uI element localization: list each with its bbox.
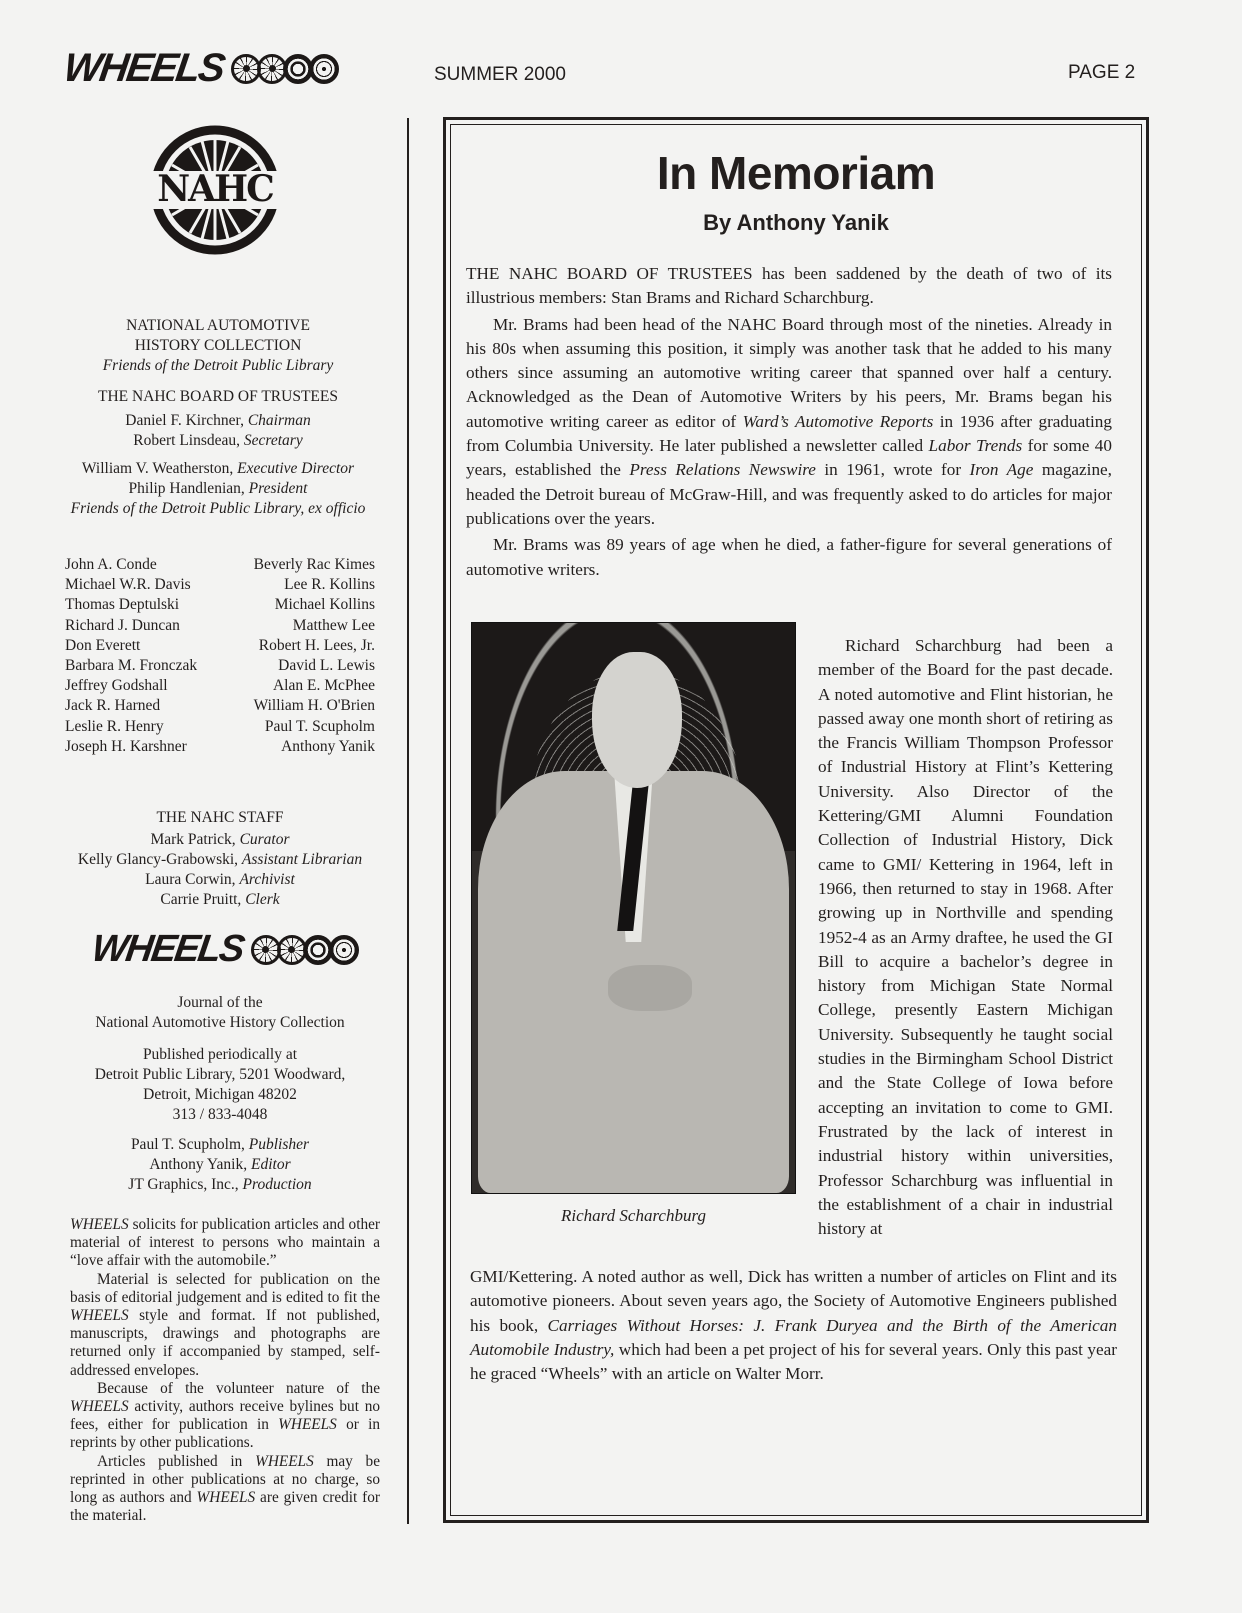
- officer-chairman: Daniel F. Kirchner, Chairman: [125, 412, 311, 429]
- journal-line1: Journal of the: [177, 994, 263, 1011]
- staff-block: [60, 808, 380, 910]
- photo-hands: [608, 965, 692, 1011]
- modern-tire-icon: [329, 935, 359, 965]
- trustee-name: William H. O'Brien: [253, 697, 375, 715]
- wheels-logo-text: WHEELS: [60, 46, 227, 90]
- ex-officio: Friends of the Detroit Public Library, ex officio: [70, 500, 366, 517]
- published-line1: Published periodically at: [142, 1046, 298, 1063]
- trustee-name: Joseph H. Karshner: [65, 737, 187, 755]
- staff-member: Kelly Glancy-Grabowski, Assistant Librarian: [77, 851, 363, 868]
- journal-info: [60, 993, 380, 1195]
- published-phone: 313 / 833-4048: [172, 1106, 268, 1123]
- article-paragraph: Mr. Brams had been head of the NAHC Board through most of the nineties. Already in his 80s when assuming this position, it simply was another task that he added to his many others since assuming an automotive writing career that spanned over half a century. Acknowledged as the Dean of Automotive Writers by his peers, Mr. Brams began his automotive writing career as editor of Ward’s Automotive Reports in 1936 after graduating from Columbia University. He later published a newsletter called Labor Trends for some 40 years, established the Press Relations Newswire in 1961, wrote for Iron Age magazine, headed the Detroit bureau of McGraw-Hill, and was frequently asked to do articles for major publications over the years.: [466, 314, 1112, 528]
- policy-paragraph: Articles published in WHEELS may be reprinted in other publications at no charge, so long as authors and WHEELS are given credit for the material.: [70, 1452, 380, 1525]
- credit-editor: Anthony Yanik, Editor: [149, 1156, 291, 1173]
- officer-secretary: Robert Linsdeau, Secretary: [133, 432, 303, 449]
- trustee-name: Anthony Yanik: [281, 737, 375, 755]
- modern-tire-icon: [309, 54, 339, 84]
- officer-president: Philip Handlenian, President: [128, 480, 308, 497]
- trustee-name: John A. Conde: [65, 556, 157, 573]
- wheels-logo-text: WHEELS: [89, 928, 246, 970]
- staff-heading: THE NAHC STAFF: [156, 809, 284, 826]
- article-body-bottom: [470, 1265, 1117, 1386]
- trustee-name: Jack R. Harned: [65, 697, 161, 715]
- trustee-name: Lee R. Kollins: [284, 576, 375, 594]
- board-heading: THE NAHC BOARD OF TRUSTEES: [98, 388, 338, 405]
- article-byline: By Anthony Yanik: [703, 210, 889, 235]
- trustee-name: Don Everett: [65, 636, 141, 654]
- journal-line2: National Automotive History Collection: [95, 1014, 345, 1031]
- trustee-name: Jeffrey Godshall: [65, 677, 168, 695]
- policy-paragraph: Material is selected for publication on the basis of editorial judgement and is edited to fit the WHEELS style and format. If not published, manuscripts, drawings and photographs are returned only if accompanied by stamped, self-addressed envelopes.: [70, 1270, 380, 1379]
- trustee-name: Michael W.R. Davis: [65, 576, 191, 594]
- wheels-logo-sidebar: [89, 928, 359, 971]
- submission-policy: [70, 1216, 380, 1525]
- article-paragraph: Mr. Brams was 89 years of age when he died, a father-figure for several generations of automotive writers.: [466, 535, 1112, 579]
- article-body-top: [466, 262, 1112, 582]
- issue-date: SUMMER 2000: [434, 64, 566, 85]
- org-friends: Friends of the Detroit Public Library: [102, 357, 334, 374]
- trustee-list: [65, 555, 375, 757]
- column-divider: [407, 118, 409, 1524]
- published-line3: Detroit, Michigan 48202: [143, 1086, 297, 1103]
- trustee-name: Michael Kollins: [274, 596, 375, 614]
- published-line2: Detroit Public Library, 5201 Woodward,: [94, 1066, 346, 1083]
- org-block: [60, 316, 376, 519]
- trustee-name: David L. Lewis: [278, 657, 375, 675]
- credit-production: JT Graphics, Inc., Production: [128, 1176, 312, 1193]
- scharchburg-photo: [471, 622, 796, 1194]
- trustee-name: Leslie R. Henry: [65, 717, 164, 735]
- nahc-logo-text: NAHC: [157, 168, 273, 210]
- credit-publisher: Paul T. Scupholm, Publisher: [130, 1136, 310, 1153]
- trustee-name: Barbara M. Fronczak: [65, 657, 198, 675]
- policy-paragraph: Because of the volunteer nature of the WHEELS activity, authors receive bylines but no fees, either for publication in WHEELS or in reprints by other publications.: [70, 1379, 380, 1452]
- trustee-name: Richard J. Duncan: [65, 616, 180, 634]
- trustee-name: Matthew Lee: [292, 616, 375, 634]
- photo-head: [592, 652, 682, 789]
- trustees-left-column: [65, 555, 197, 757]
- policy-paragraph: WHEELS solicits for publication articles and other material of interest to persons who maintain a “love affair with the automobile.”: [70, 1216, 380, 1270]
- trustees-right-column: [254, 555, 375, 757]
- article-title: In Memoriam: [656, 147, 936, 199]
- trustee-name: Thomas Deptulski: [65, 596, 180, 614]
- trustee-name: Paul T. Scupholm: [264, 717, 375, 735]
- trustee-name: Robert H. Lees, Jr.: [258, 636, 375, 654]
- org-name-line2: HISTORY COLLECTION: [134, 337, 302, 354]
- trustee-name: Alan E. McPhee: [272, 677, 375, 695]
- nahc-logo: [150, 125, 280, 255]
- article-paragraph: THE NAHC BOARD OF TRUSTEES has been saddened by the death of two of its illustrious members: Stan Brams and Richard Scharchburg.: [466, 264, 1112, 308]
- officer-executive-director: William V. Weatherston, Executive Director: [81, 460, 355, 477]
- staff-member: Laura Corwin, Archivist: [145, 871, 295, 888]
- wheels-logo-header: [60, 46, 339, 91]
- trustee-name: Beverly Rac Kimes: [253, 556, 375, 573]
- org-name-line1: NATIONAL AUTOMOTIVE: [126, 317, 310, 334]
- staff-member: Carrie Pruitt, Clerk: [160, 891, 280, 908]
- article-paragraph: GMI/Kettering. A noted author as well, Dick has written a number of articles on Flint and its automotive pioneers. About seven years ago, the Society of Automotive Engineers published his book, Carriages Without Horses: J. Frank Duryea and the Birth of the American Automobile Industry, which had been a pet project of his for several years. Only this past year he graced “Wheels” with an article on Walter Morr.: [470, 1267, 1117, 1384]
- article-paragraph-side: Richard Scharchburg had been a member of the Board for the past decade. A noted automotive and Flint historian, he passed away one month short of retiring as the Francis William Thompson Professor of Industrial History at Flint’s Kettering University. Also Director of the Kettering/GMI Alumni Foundation Collection of Industrial History, Dick came to GMI/ Kettering in 1964, left in 1966, then returned to stay in 1968. After growing up in Northville and spending 1952-4 as an Army draftee, he used the GI Bill to acquire a bachelor’s degree in history from Michigan State Normal College, presently Eastern Michigan University. Subsequently he taught social studies in the Birmingham School District and the State College of Iowa before accepting an invitation to come to GMI. Frustrated by the lack of interest in industrial history within universities, Professor Scharchburg was influential in the establishment of a chair in industrial history at: [818, 636, 1113, 1239]
- photo-caption: Richard Scharchburg: [561, 1206, 706, 1225]
- staff-member: Mark Patrick, Curator: [150, 831, 290, 848]
- page-number: PAGE 2: [1068, 62, 1136, 83]
